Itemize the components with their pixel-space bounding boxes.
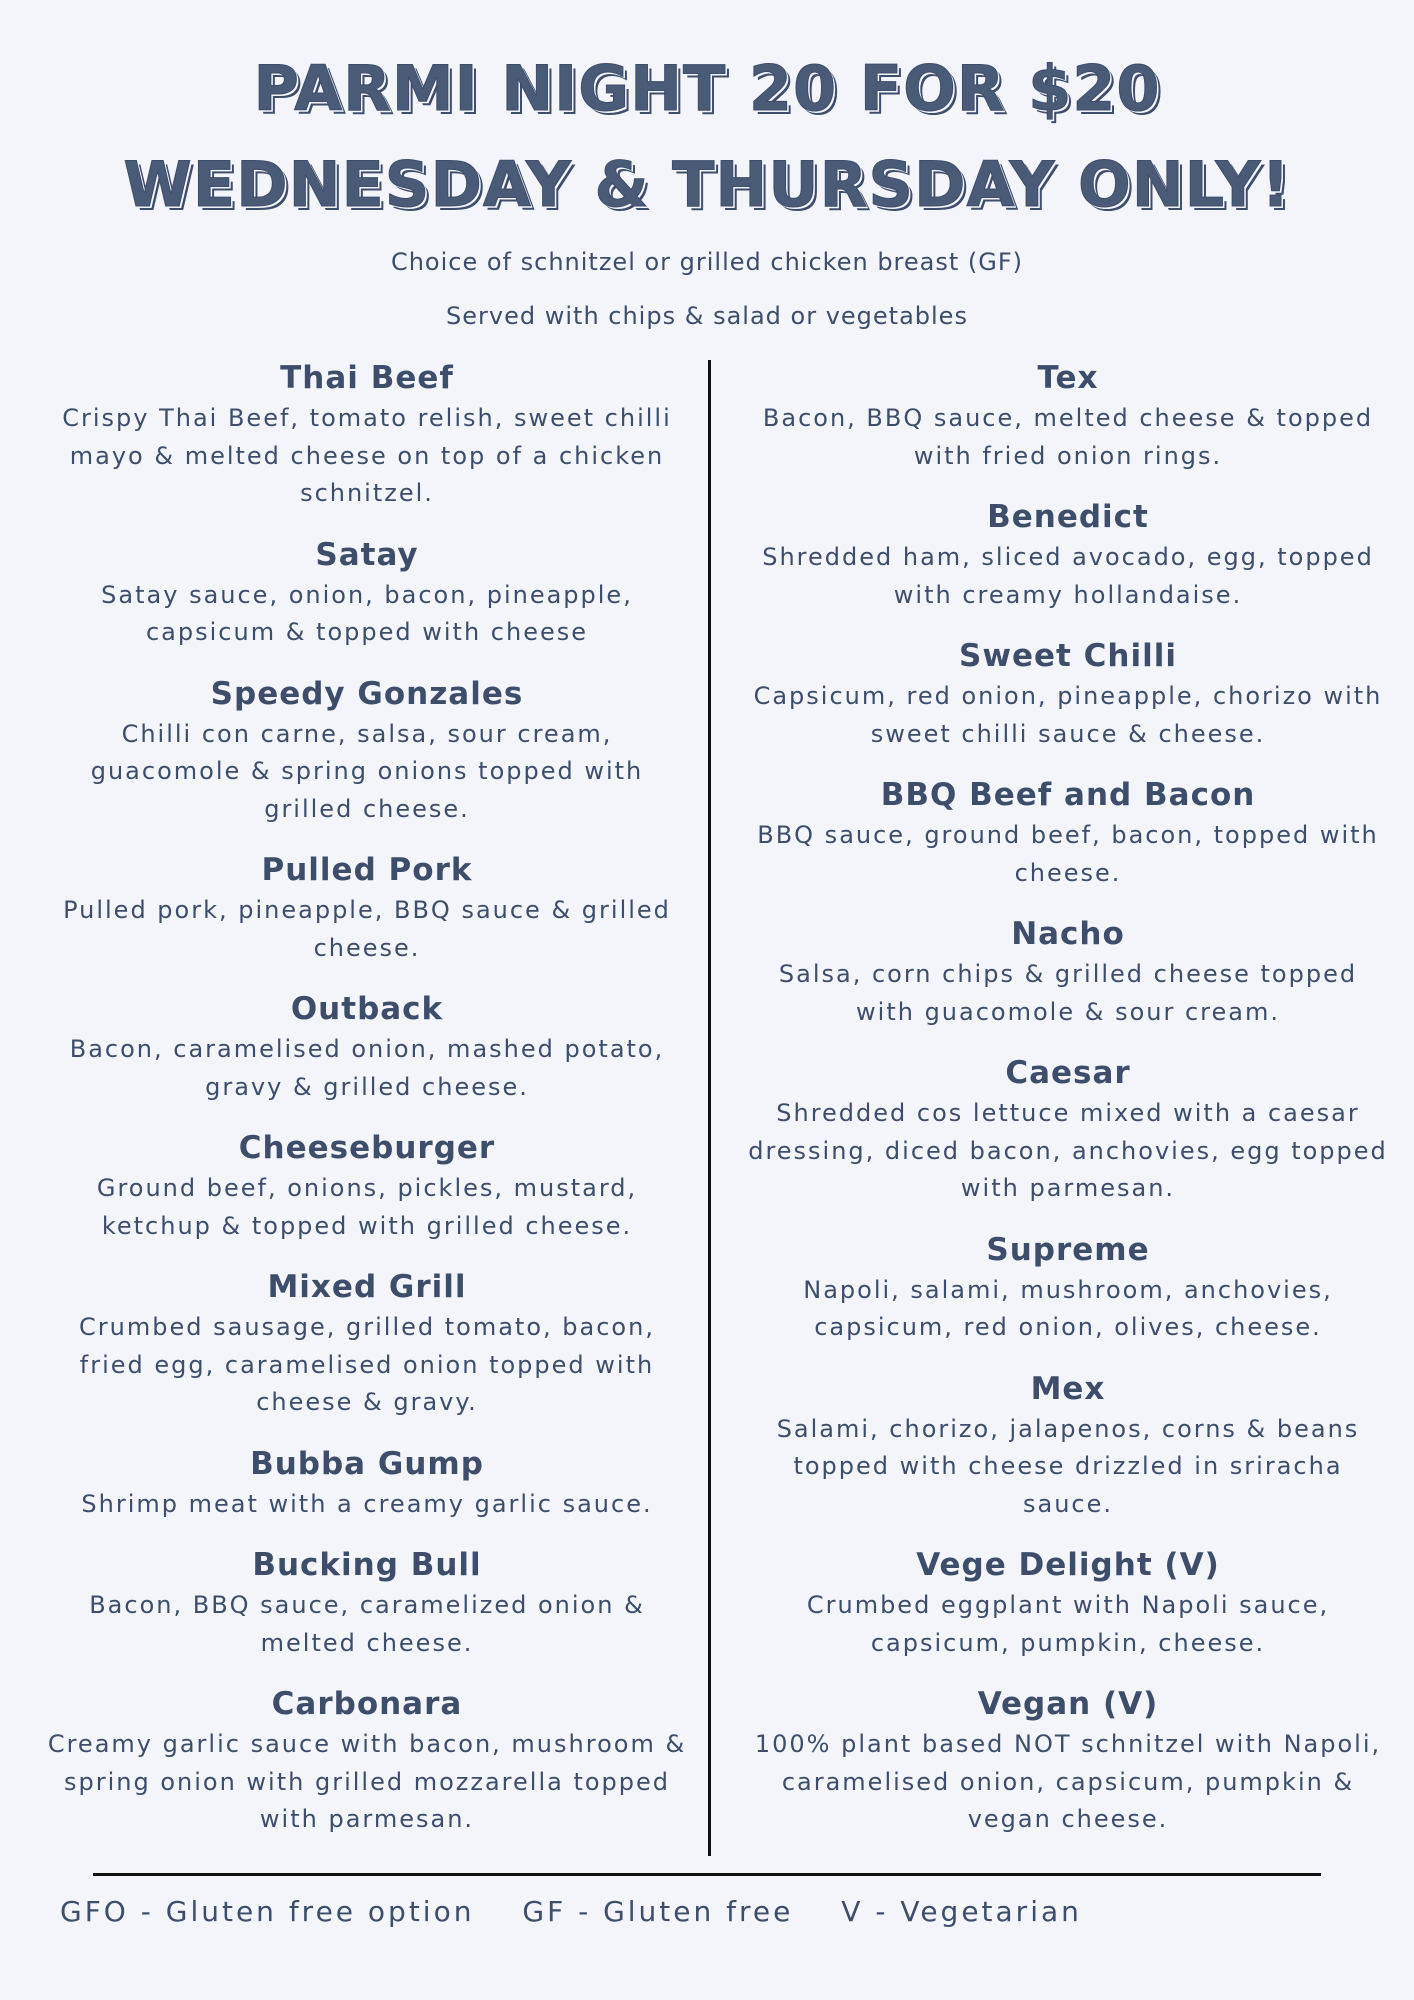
left-menu-column (47, 358, 687, 1839)
menu-item (748, 636, 1388, 753)
menu-item-name: Vegan (V) (977, 1686, 1159, 1722)
menu-item-name: Bucking Bull (252, 1547, 482, 1583)
menu-item-name: Supreme (986, 1231, 1150, 1268)
menu-item-description: Bacon, caramelised onion, mashed potato, gravy & grilled cheese. (69, 1035, 665, 1101)
menu-item-description: BBQ sauce, ground beef, bacon, topped with cheese. (757, 821, 1379, 887)
right-menu-column (748, 358, 1388, 1839)
menu-item-description: Bacon, BBQ sauce, caramelized onion & melted cheese. (89, 1591, 645, 1657)
menu-item-name: Outback (290, 991, 444, 1027)
menu-item-description: Crispy Thai Beef, tomato relish, sweet chilli mayo & melted cheese on top of a chicken schnitzel. (62, 404, 672, 507)
menu-item-description: Bacon, BBQ sauce, melted cheese & topped with fried onion rings. (762, 404, 1374, 470)
menu-item-name: Vege Delight (V) (916, 1547, 1220, 1583)
menu-item (47, 358, 687, 513)
menu-item-description: Napoli, salami, mushroom, anchovies, capsicum, red onion, olives, cheese. (803, 1275, 1333, 1341)
menu-item-description: Crumbed sausage, grilled tomato, bacon, fried egg, caramelised onion topped with cheese & gravy. (79, 1313, 655, 1416)
menu-item-description: Chilli con carne, salsa, sour cream, guacomole & spring onions topped with grilled cheese. (90, 719, 644, 823)
menu-item-name: Pulled Pork (261, 852, 473, 888)
menu-item-name: Mixed Grill (267, 1269, 467, 1305)
menu-item-name: Bubba Gump (250, 1445, 484, 1482)
menu-item-name: Carbonara (271, 1686, 463, 1722)
menu-item-description: Creamy garlic sauce with bacon, mushroom & spring onion with grilled mozzarella topped with parmesan. (47, 1730, 687, 1833)
legend-gfo: GFO - Gluten free option (60, 1895, 475, 1928)
menu-item-description: Salami, chorizo, jalapenos, corns & beans topped with cheese drizzled in sriracha sauce. (776, 1414, 1360, 1518)
menu-item (47, 1267, 687, 1422)
menu-item-description: Capsicum, red onion, pineapple, chorizo with sweet chilli sauce & cheese. (753, 682, 1383, 748)
menu-item-name: Sweet Chilli (959, 638, 1177, 674)
menu-item-name: Tex (1037, 360, 1099, 396)
menu-item-name: Cheeseburger (238, 1130, 496, 1166)
menu-item-description: Shredded cos lettuce mixed with a caesar dressing, diced bacon, anchovies, egg topped with parmesan. (748, 1099, 1388, 1202)
legend (60, 1895, 1118, 1928)
menu-item (748, 775, 1388, 892)
menu-item-name: Mex (1030, 1370, 1106, 1407)
column-divider (708, 360, 711, 1856)
menu-item (47, 1128, 687, 1245)
menu-item (47, 674, 687, 829)
menu-item-description: Crumbed eggplant with Napoli sauce, capsicum, pumpkin, cheese. (806, 1591, 1330, 1657)
subtitle-line-1: Choice of schnitzel or grilled chicken breast (GF) (390, 248, 1024, 276)
menu-item-name: Satay (315, 536, 419, 573)
menu-item-description: 100% plant based NOT schnitzel with Napoli, caramelised onion, capsicum, pumpkin & vegan cheese. (754, 1730, 1382, 1833)
menu-item (748, 1053, 1388, 1208)
legend-gf: GF - Gluten free (522, 1895, 794, 1928)
menu-item (47, 1545, 687, 1662)
menu-item (748, 914, 1388, 1031)
menu-item (748, 1684, 1388, 1839)
menu-item-description: Satay sauce, onion, bacon, pineapple, capsicum & topped with cheese (101, 580, 633, 646)
menu-item-description: Salsa, corn chips & grilled cheese topped with guacomole & sour cream. (778, 960, 1358, 1026)
menu-item (47, 850, 687, 967)
subtitle-line-2: Served with chips & salad or vegetables (446, 302, 968, 330)
menu-item (47, 1444, 687, 1524)
legend-v: V - Vegetarian (841, 1895, 1082, 1928)
menu-item-name: Speedy Gonzales (210, 675, 524, 712)
menu-item-description: Shredded ham, sliced avocado, egg, topped with creamy hollandaise. (762, 543, 1374, 609)
menu-item-name: Nacho (1011, 916, 1125, 952)
title-line-1: PARMI NIGHT 20 FOR $20 (253, 52, 1161, 125)
menu-item (47, 535, 687, 652)
menu-item-description: Shrimp meat with a creamy garlic sauce. (81, 1489, 653, 1518)
menu-item-name: Caesar (1005, 1055, 1131, 1091)
menu-item (748, 1545, 1388, 1662)
menu-item (47, 1684, 687, 1839)
menu-item (748, 358, 1388, 475)
menu-item (748, 497, 1388, 614)
menu-item (47, 989, 687, 1106)
menu-item-description: Pulled pork, pineapple, BBQ sauce & grilled cheese. (63, 896, 671, 962)
footer-divider (93, 1873, 1321, 1876)
menu-item-name: BBQ Beef and Bacon (880, 777, 1256, 813)
menu-item-name: Thai Beef (280, 360, 454, 396)
menu-item (748, 1369, 1388, 1524)
menu-item-description: Ground beef, onions, pickles, mustard, ketchup & topped with grilled cheese. (96, 1174, 638, 1240)
menu-item (748, 1230, 1388, 1347)
menu-item-name: Benedict (987, 499, 1149, 535)
title-line-2: WEDNESDAY & THURSDAY ONLY! (123, 148, 1291, 221)
